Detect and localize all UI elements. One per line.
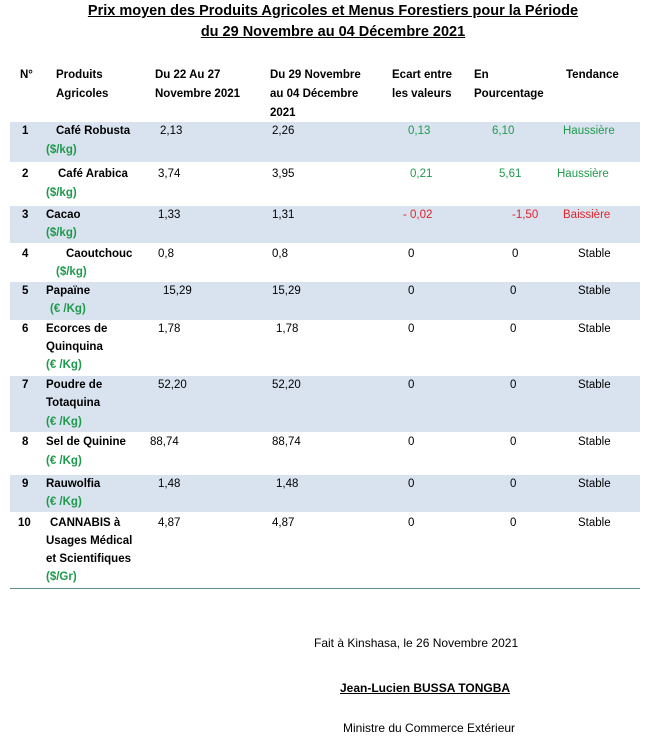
signatory-role: Ministre du Commerce Extérieur (343, 721, 516, 735)
header-percentage: En Pourcentage (474, 69, 544, 100)
header-period1: Du 22 Au 27 Novembre 2021 (155, 69, 241, 100)
table-row: 3 Cacao ($/kg) 1,33 1,31 - 0,02 -1,50 Baissière (10, 206, 640, 243)
header-num: N° (20, 69, 33, 81)
table-row: 2 Café Arabica ($/kg) 3,74 3,95 0,21 5,61 Haussière (22, 168, 609, 199)
signatory-name: Jean-Lucien BUSSA TONGBA (340, 681, 511, 695)
header-ecart: Ecart entre les valeurs (392, 69, 453, 100)
table-row: 4 Caoutchouc ($/kg) 0,8 0,8 0 0 Stable (22, 248, 611, 278)
table-row: 1 Café Robusta ($/kg) 2,13 2,26 0,13 6,10 Haussière (10, 122, 640, 162)
header-period2: Du 29 Novembre au 04 Décembre 2021 (270, 69, 361, 119)
table-row: 8 Sel de Quinine (€ /Kg) 88,74 88,74 0 0 Stable (22, 436, 611, 467)
table-row: 5 Papaïne (€ /Kg) 15,29 15,29 0 0 Stable (10, 282, 640, 320)
header-trend: Tendance (566, 69, 619, 81)
table-row: 9 Rauwolfia (€ /Kg) 1,48 1,48 0 0 Stable (10, 475, 640, 512)
header-product: Produits Agricoles (56, 69, 109, 100)
table-row: 10 CANNABIS à Usages Médical et Scientifiques ($/Gr) 4,87 4,87 0 0 Stable (10, 512, 640, 589)
table-row: 6 Ecorces de Quinquina (€ /Kg) 1,78 1,78 0 0 Stable (22, 323, 611, 371)
document-title-line2: du 29 Novembre au 04 Décembre 2021 (200, 24, 466, 40)
document-title-line1: Prix moyen des Produits Agricoles et Menus Forestiers pour la Période (87, 3, 579, 19)
table-row: 7 Poudre de Totaquina (€ /Kg) 52,20 52,20 0 0 Stable (10, 376, 640, 432)
place-date: Fait à Kinshasa, le 26 Novembre 2021 (314, 636, 519, 650)
